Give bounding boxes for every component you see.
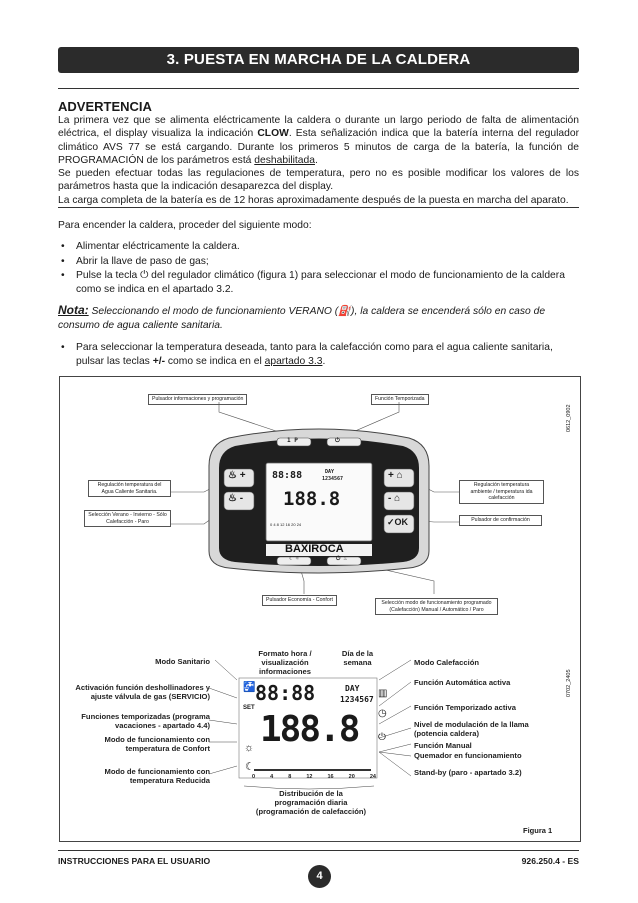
- figure-code-bottom: 0702_2405: [566, 669, 572, 697]
- lcd-day: DAY: [325, 469, 335, 475]
- ann-timer-function: Función Temporizado activa: [414, 703, 516, 712]
- power-icon: ⏻: [378, 732, 386, 743]
- step-text: .: [322, 355, 326, 367]
- clow-indicator: CLOW: [257, 128, 289, 140]
- list-item: • Alimentar eléctricamente la caldera.: [58, 240, 579, 254]
- key-top-1[interactable]: 1 P: [287, 437, 298, 444]
- key-bottom-1[interactable]: ☾ ☼: [289, 556, 299, 562]
- callout-season-select: Selección Verano - Invierno - Sólo Calefacción - Paro: [84, 510, 171, 527]
- lcd-temp: 188.8: [283, 488, 341, 510]
- ann-dhw-mode: Modo Sanitario: [155, 657, 210, 666]
- ann-manual-function: Función Manual: [414, 741, 472, 750]
- warning-text-p2: Se pueden efectuar todas las regulaciones de temperatura, pero no es posible modificar los valores de los parámetros hasta que la indicación desaparezca del display.: [58, 168, 579, 193]
- callout-dhw-temp: Regulación temperatura del Agua Caliente Sanitaria.: [88, 480, 171, 497]
- callout-program-mode: Selección modo de funcionamiento programado (Calefacción) Manual / Automático / Paro: [375, 598, 498, 615]
- deshabilitada-link[interactable]: deshabilitada: [254, 154, 315, 166]
- ann-heating-mode: Modo Calefacción: [414, 658, 479, 667]
- scale-tick: 16: [327, 774, 334, 780]
- warning-text-part: .: [314, 154, 318, 166]
- sun-icon: ☼: [244, 742, 255, 754]
- list-item: • Abrir la llave de paso de gas;: [58, 255, 579, 269]
- warning-text-part: La primera vez que se alimenta eléctricamente la caldera o durante un largo periodo de falta de alimentación eléctrica, el display visualiza la indicación: [58, 115, 579, 140]
- display-temp: 188.8: [260, 709, 359, 750]
- ann-comfort-mode: Modo de funcionamiento con temperatura de Confort: [104, 735, 210, 754]
- ann-time-format: Formato hora / visualización informaciones: [258, 649, 312, 677]
- page-number: 4: [308, 865, 331, 888]
- callout-eco-comfort: Pulsador Economía - Confort: [262, 595, 337, 606]
- divider: [58, 88, 579, 89]
- display-scale: [252, 774, 376, 780]
- steps-list: [58, 240, 579, 297]
- divider: [58, 207, 579, 208]
- ann-daily-program: Distribución de la programación diaria (programación de calefacción): [255, 789, 367, 817]
- ann-weekday: Día de la semana: [341, 649, 374, 668]
- clock-icon: ◷: [378, 708, 387, 719]
- ann-reduced-mode: Modo de funcionamiento con temperatura Reducida: [104, 767, 210, 786]
- key-heat-minus[interactable]: - ⌂: [388, 493, 401, 504]
- lcd-time: 88:88: [272, 470, 303, 481]
- note-text: Seleccionando el modo de funcionamiento VERANO (⛽), la caldera se encenderá sólo en caso de consumo de agua caliente sanitaria.: [58, 306, 546, 331]
- key-bottom-2[interactable]: ⏻ ♨: [336, 556, 347, 562]
- scale-tick: 24: [369, 774, 376, 780]
- display-days: 1234567: [340, 695, 374, 704]
- callout-info-button: Pulsador informaciones y programación: [148, 394, 247, 405]
- radiator-icon: ▥: [378, 688, 388, 699]
- display-set: SET: [243, 705, 255, 711]
- callout-timed-function: Función Temporizada: [371, 394, 429, 405]
- scale-tick: 8: [288, 774, 292, 780]
- ann-auto-function: Función Automática activa: [414, 678, 511, 687]
- figure-code-top: 0612_0902: [566, 404, 572, 432]
- step-text: como se indica en el: [165, 355, 265, 367]
- scale-tick: 20: [348, 774, 355, 780]
- scale-tick: 12: [306, 774, 313, 780]
- list-item: [58, 341, 579, 368]
- tap-icon: 🚰: [243, 682, 256, 693]
- key-top-2[interactable]: ⏻: [335, 437, 340, 444]
- callout-confirm: Pulsador de confirmación: [459, 515, 542, 526]
- list-item: • Pulse la tecla ⏻ del regulador climático (figura 1) para seleccionar el modo de funcionamiento de la caldera como se indica en el apartado 3.2.: [58, 269, 579, 296]
- warning-text-p3: La carga completa de la batería es de 12 horas aproximadamente después de la puesta en marcha del aparato.: [58, 194, 569, 206]
- key-dhw-plus[interactable]: ♨ +: [228, 470, 246, 481]
- lcd-days: 1234567: [322, 476, 344, 482]
- footer-left: INSTRUCCIONES PARA EL USUARIO: [58, 856, 211, 866]
- apartado-link[interactable]: apartado 3.3: [264, 355, 323, 367]
- key-dhw-minus[interactable]: ♨ -: [228, 493, 244, 504]
- scale-tick: 4: [270, 774, 274, 780]
- warning-text: [58, 114, 579, 207]
- step-text: Para seleccionar la temperatura deseada, tanto para la calefacción como para el agua caliente sanitaria, pulsar las teclas: [76, 342, 553, 367]
- figure-caption: Figura 1: [523, 826, 553, 835]
- moon-icon: ☾: [245, 761, 255, 773]
- warning-heading: ADVERTENCIA: [58, 99, 152, 114]
- lcd-scale: 0 4 8 12 16 20 24: [270, 522, 302, 527]
- display-day: DAY: [345, 684, 360, 693]
- note: [58, 304, 579, 332]
- footer-divider: [58, 850, 579, 851]
- ann-standby: Stand-by (paro - apartado 3.2): [414, 768, 522, 777]
- key-heat-plus[interactable]: + ⌂: [388, 470, 403, 481]
- steps-list-2: [58, 341, 579, 369]
- footer-right: 926.250.4 - ES: [521, 856, 579, 866]
- ann-service: Activación función deshollinadores y ajuste válvula de gas (SERVICIO): [75, 683, 210, 702]
- ann-flame-level: Nivel de modulación de la llama (potencia caldera): [414, 720, 529, 739]
- plus-minus-keys: +/-: [152, 355, 166, 367]
- note-label: Nota:: [58, 303, 89, 317]
- scale-tick: 0: [252, 774, 256, 780]
- intro-text: Para encender la caldera, proceder del siguiente modo:: [58, 220, 312, 231]
- page-title: 3. PUESTA EN MARCHA DE LA CALDERA: [58, 47, 579, 73]
- callout-room-temp: Regulación temperatura ambiente / temperatura ida calefacción: [459, 480, 544, 504]
- key-ok[interactable]: ✓OK: [387, 517, 409, 527]
- warning-text-part: . Esta señalización indica que la batería interna del regulador climático AVS 77 se está cargando. Durante los primeros 5 minutos de carga de la batería, la función de PROGRAMACIÓN de los parámetros está: [58, 128, 579, 166]
- brand-logo: BAXIROCA: [285, 543, 344, 555]
- ann-timed-functions: Funciones temporizadas (programa vacaciones - apartado 4.4): [81, 712, 210, 731]
- display-time: 88:88: [255, 681, 316, 705]
- ann-burner: Quemador en funcionamiento: [414, 751, 522, 760]
